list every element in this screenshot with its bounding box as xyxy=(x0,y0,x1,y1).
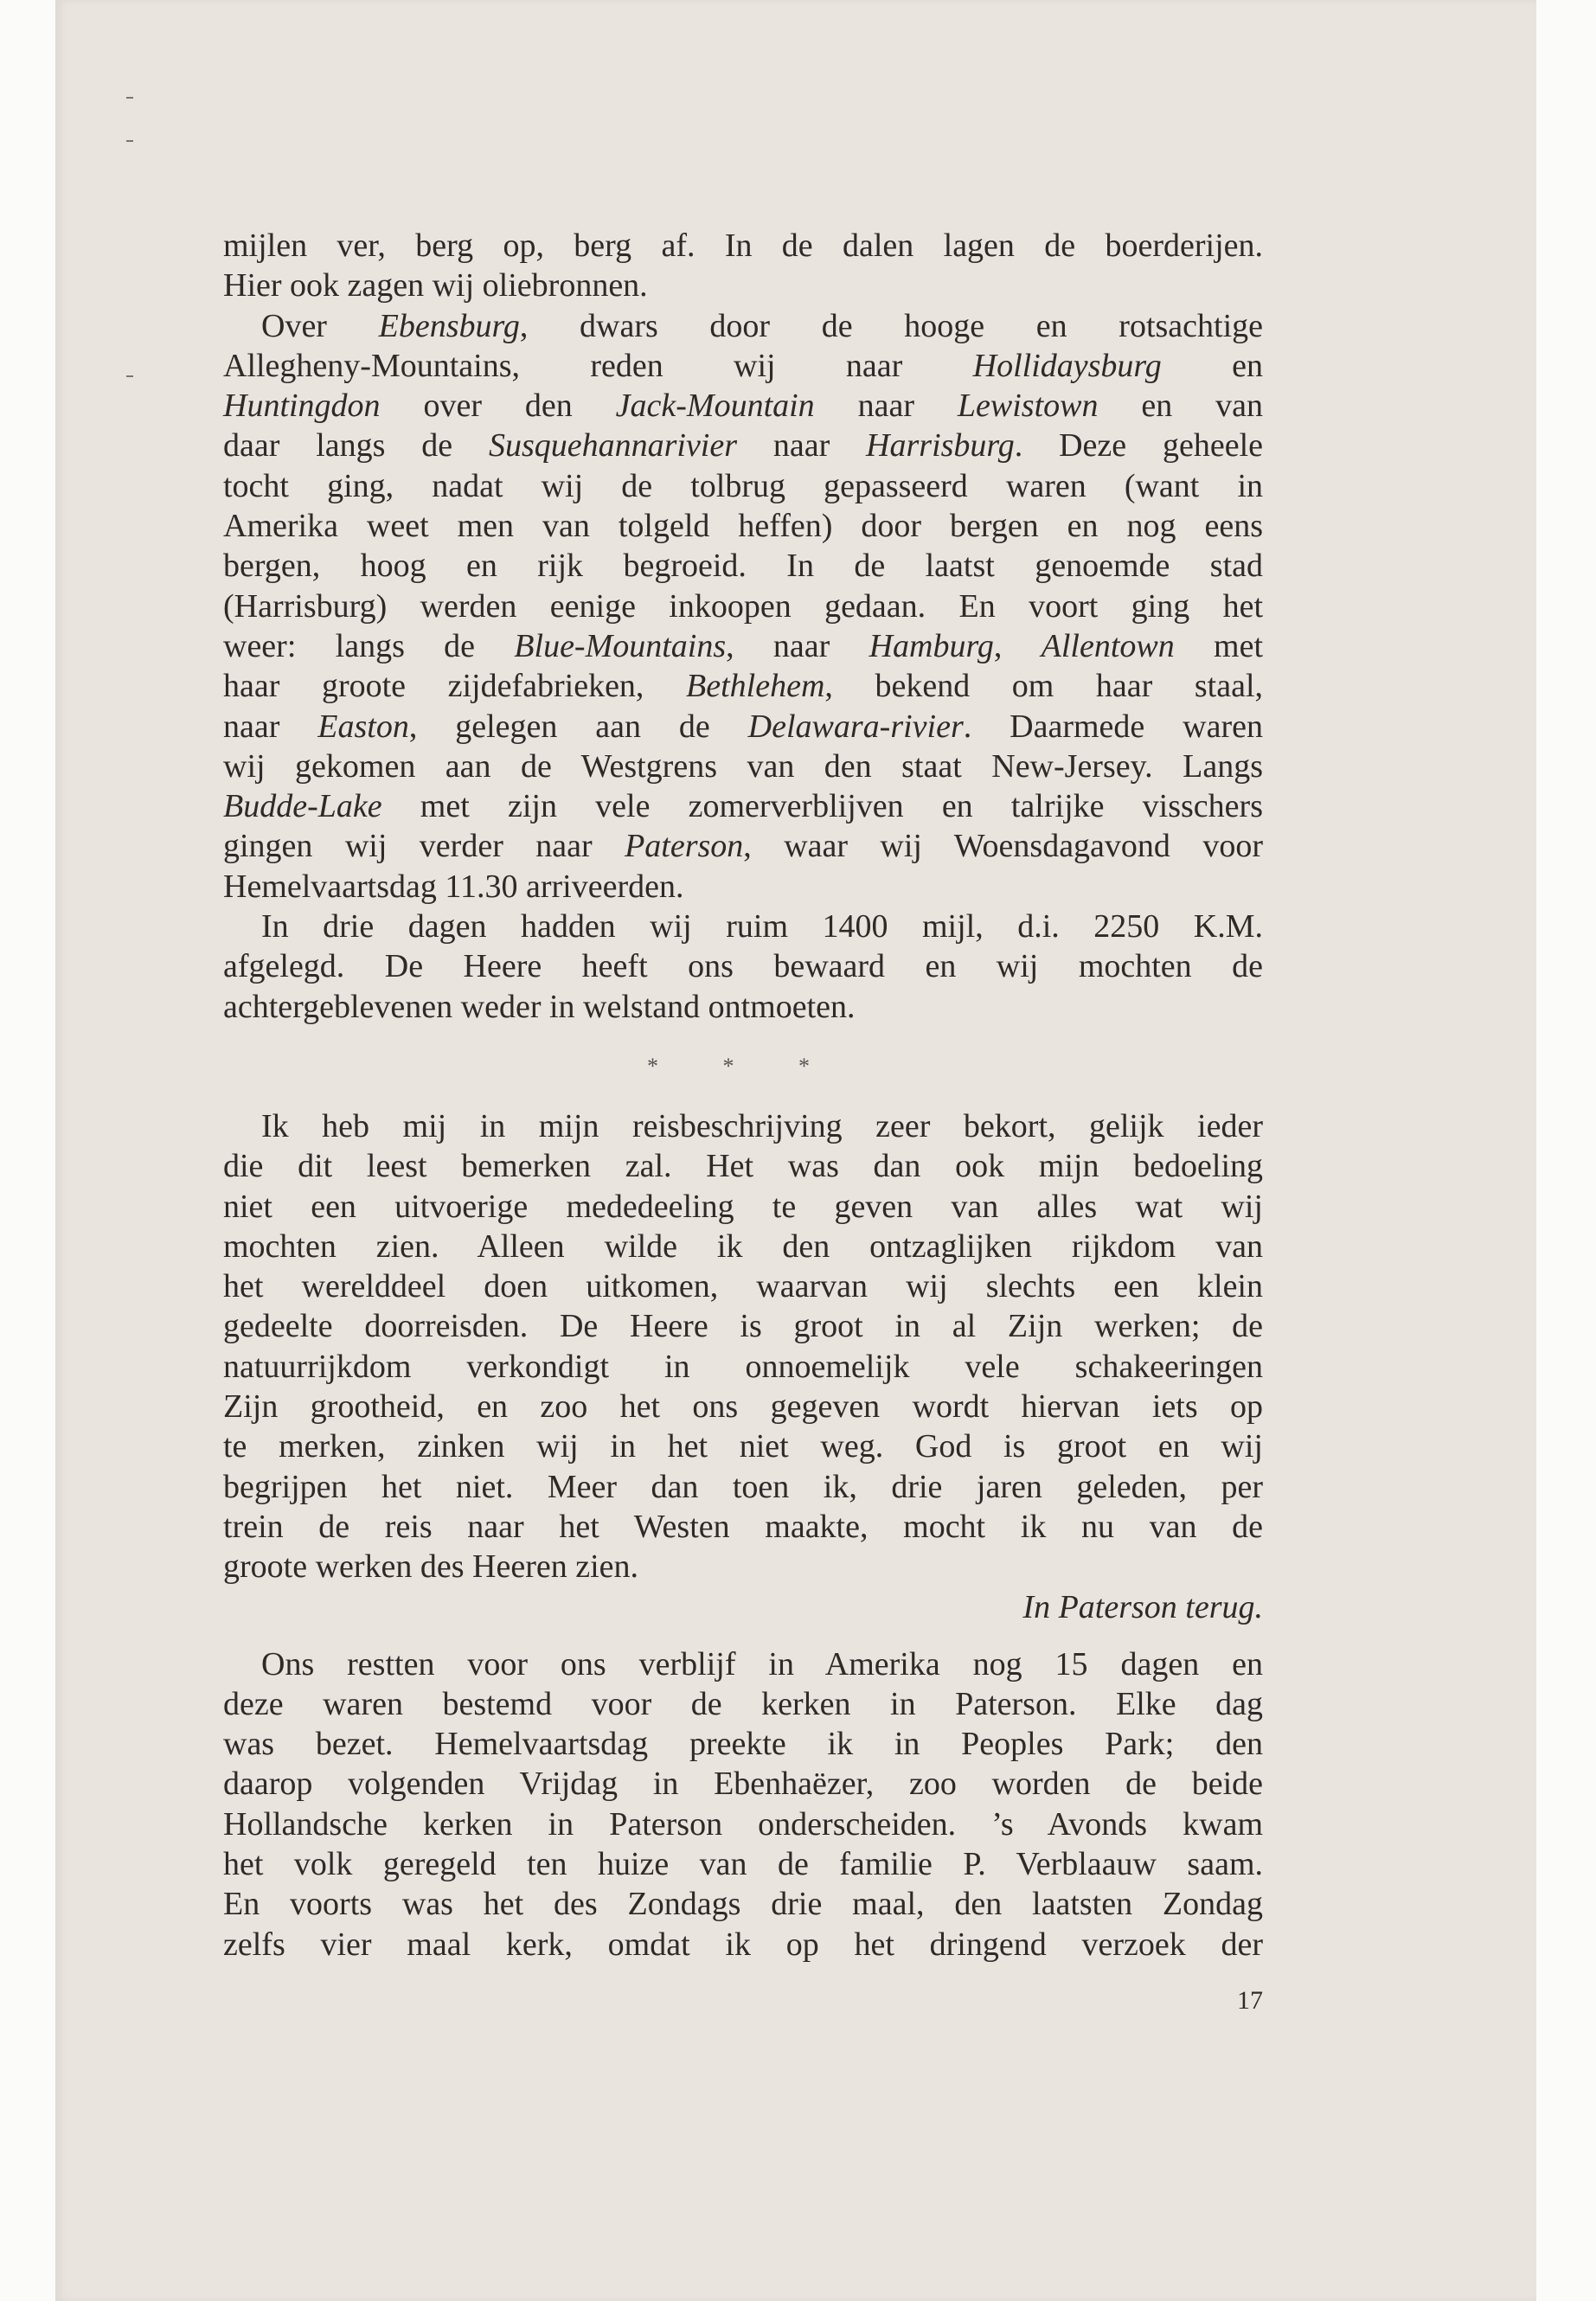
text-run: , xyxy=(993,627,1042,664)
text-line xyxy=(223,1684,1263,1724)
text-line xyxy=(223,707,1263,747)
text-run: natuurrijkdom verkondigt in onnoemelijk vele schakeeringen xyxy=(223,1348,1263,1385)
text-line xyxy=(223,466,1263,506)
text-run: naar xyxy=(737,427,867,465)
text-run: , bekend om haar staal, xyxy=(824,668,1264,705)
text-run: (Harrisburg) werden eenige inkoopen gedaan. En voort ging het xyxy=(223,587,1263,625)
text-run: die dit leest bemerken zal. Het was dan ook mijn bedoeling xyxy=(223,1148,1263,1185)
text-run: zelfs vier maal kerk, omdat ik op het dringend verzoek der xyxy=(223,1926,1263,1963)
text-run: en xyxy=(1161,347,1263,384)
text-column xyxy=(223,226,1263,1965)
text-run: Allegheny-Mountains, reden wij naar xyxy=(223,347,973,384)
place-name: Hollidaysburg xyxy=(972,347,1162,384)
text-run: naar xyxy=(814,388,958,425)
text-run: te merken, zinken wij in het niet weg. God is groot en wij xyxy=(223,1428,1263,1465)
text-run: , waar wij Woensdagavond voor xyxy=(743,828,1263,865)
text-line xyxy=(223,1804,1263,1844)
text-run: deze waren bestemd voor de kerken in Paterson. Elke dag xyxy=(223,1685,1263,1722)
text-run: achtergeblevenen weder in welstand ontmoeten. xyxy=(223,988,856,1025)
text-line xyxy=(223,1884,1263,1924)
section-separator: * * * xyxy=(647,1053,839,1079)
text-line xyxy=(223,1266,1263,1306)
place-name: Ebensburg xyxy=(378,307,520,344)
text-run: met zijn vele zomerverblijven en talrijke visschers xyxy=(381,788,1263,825)
text-run: begrijpen het niet. Meer dan toen ik, drie jaren geleden, per xyxy=(223,1468,1263,1505)
text-run: Over xyxy=(261,307,379,344)
scan-edge-mark xyxy=(126,375,133,377)
text-run: groote werken des Heeren zien. xyxy=(223,1548,639,1586)
page-number: 17 xyxy=(1237,1986,1263,2015)
paragraph xyxy=(223,907,1263,1027)
text-line xyxy=(223,666,1263,706)
text-line xyxy=(223,1387,1263,1426)
paragraph xyxy=(223,1106,1263,1587)
place-name: Budde-Lake xyxy=(223,788,382,825)
text-line xyxy=(223,1146,1263,1186)
text-line xyxy=(223,907,1263,946)
text-line xyxy=(223,1426,1263,1466)
text-run: En voorts was het des Zondags drie maal, den laatsten Zondag xyxy=(223,1886,1263,1923)
text-line xyxy=(223,1844,1263,1884)
text-line xyxy=(223,1644,1263,1684)
place-name: Bethlehem xyxy=(686,668,825,705)
text-run: wij gekomen aan de Westgrens van den staat New-Jersey. Langs xyxy=(223,747,1263,785)
text-line xyxy=(223,546,1263,586)
text-run: . Deze geheele xyxy=(1014,427,1263,465)
text-run: het volk geregeld ten huize van de familie P. Verblaauw saam. xyxy=(223,1845,1263,1882)
place-name: Easton xyxy=(317,708,409,745)
text-run: Zijn grootheid, en zoo het ons gegeven wordt hiervan iets op xyxy=(223,1388,1263,1426)
paragraph xyxy=(223,1644,1263,1965)
text-run: Ik heb mij in mijn reisbeschrijving zeer bekort, gelijk ieder xyxy=(261,1107,1263,1144)
text-line xyxy=(223,1724,1263,1764)
text-run: Hollandsche kerken in Paterson onderscheiden. ’s Avonds kwam xyxy=(223,1805,1263,1843)
place-name: Lewistown xyxy=(957,388,1099,425)
text-line xyxy=(223,747,1263,786)
text-line xyxy=(223,946,1263,986)
text-run: trein de reis naar het Westen maakte, mocht ik nu van de xyxy=(223,1508,1263,1545)
text-run: haar groote zijdefabrieken, xyxy=(223,668,687,705)
text-line xyxy=(223,1187,1263,1227)
text-line xyxy=(223,346,1263,386)
text-run: en van xyxy=(1098,388,1264,425)
scan-edge-mark xyxy=(126,140,133,142)
paragraph xyxy=(223,306,1263,907)
place-name: Allentown xyxy=(1041,627,1175,664)
text-line xyxy=(223,226,1263,266)
text-line xyxy=(223,1764,1263,1804)
text-run: . Daarmede waren xyxy=(963,708,1263,745)
text-run: weer: langs de xyxy=(223,627,515,664)
place-name: Delawara-rivier xyxy=(747,708,964,745)
text-line xyxy=(223,786,1263,826)
text-run: gingen wij verder naar xyxy=(223,828,625,865)
text-line xyxy=(223,1925,1263,1965)
text-run: daarop volgenden Vrijdag in Ebenhaëzer, zoo worden de beide xyxy=(223,1766,1263,1803)
text-run: In drie dagen hadden wij ruim 1400 mijl, d.i. 2250 K.M. xyxy=(261,908,1263,945)
text-run: het werelddeel doen uitkomen, waarvan wij slechts een klein xyxy=(223,1268,1263,1305)
text-line xyxy=(223,1306,1263,1346)
place-name: Blue-Mountains xyxy=(514,627,727,664)
scan-edge-mark xyxy=(126,97,133,99)
text-run: naar xyxy=(223,708,318,745)
text-run: , naar xyxy=(726,627,869,664)
text-run: tocht ging, nadat wij de tolbrug gepasseerd waren (want in xyxy=(223,467,1263,504)
text-run: gedeelte doorreisden. De Heere is groot in al Zijn werken; de xyxy=(223,1308,1263,1345)
text-run: was bezet. Hemelvaartsdag preekte ik in Peoples Park; den xyxy=(223,1726,1263,1763)
text-line xyxy=(223,306,1263,346)
text-line xyxy=(223,1547,1263,1586)
text-run: mijlen ver, berg op, berg af. In de dalen lagen de boerderijen. xyxy=(223,228,1263,264)
text-run: Amerika weet men van tolgeld heffen) door bergen en nog eens xyxy=(223,508,1263,545)
text-line xyxy=(223,1106,1263,1146)
text-line xyxy=(223,987,1263,1027)
text-run: mochten zien. Alleen wilde ik den ontzaglijken rijkdom van xyxy=(223,1227,1263,1265)
text-line xyxy=(223,506,1263,546)
text-line xyxy=(223,1347,1263,1387)
paragraph xyxy=(223,226,1263,306)
text-line xyxy=(223,626,1263,666)
text-line xyxy=(223,867,1263,907)
place-name: Susquehannarivier xyxy=(488,427,738,465)
text-run: Hemelvaartsdag 11.30 arriveerden. xyxy=(223,868,684,905)
place-name: Jack-Mountain xyxy=(615,388,815,425)
text-line xyxy=(223,1507,1263,1547)
text-run: Hier ook zagen wij oliebronnen. xyxy=(223,267,648,304)
text-line xyxy=(223,586,1263,626)
text-line xyxy=(223,386,1263,426)
text-line xyxy=(223,1467,1263,1507)
place-name: Huntingdon xyxy=(223,388,381,425)
place-name: Hamburg xyxy=(869,627,994,664)
text-line xyxy=(223,266,1263,305)
text-run: afgelegd. De Heere heeft ons bewaard en wij mochten de xyxy=(223,948,1263,985)
text-line xyxy=(223,426,1263,465)
text-run: niet een uitvoerige mededeeling te geven van alles wat wij xyxy=(223,1188,1263,1225)
place-signature: In Paterson terug. xyxy=(1022,1588,1263,1625)
text-run: daar langs de xyxy=(223,427,489,465)
text-run: bergen, hoog en rijk begroeid. In de laatst genoemde stad xyxy=(223,548,1263,585)
text-line xyxy=(223,826,1263,866)
text-run: , gelegen aan de xyxy=(408,708,748,745)
text-run: Ons restten voor ons verblijf in Amerika nog 15 dagen en xyxy=(261,1645,1263,1682)
text-run: met xyxy=(1174,627,1264,664)
text-run: , dwars door de hooge en rotsachtige xyxy=(519,307,1264,344)
text-line xyxy=(223,1227,1263,1266)
place-name: Paterson xyxy=(625,828,744,865)
place-name: Harrisburg xyxy=(866,427,1015,465)
text-run: over den xyxy=(380,388,616,425)
